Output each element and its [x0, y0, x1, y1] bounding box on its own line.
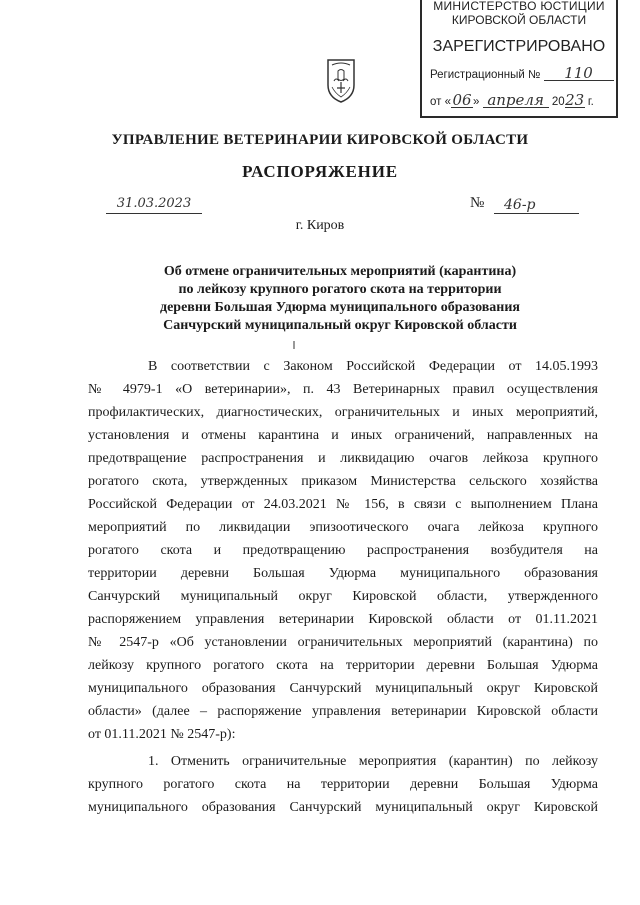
document-number-field [494, 196, 579, 214]
body-line: № 4979-1 «О ветеринарии», п. 43 Ветеринарных правил осуществления [88, 382, 598, 397]
body-line: Санчурский муниципальный округ Кировской области, утвержденного [88, 589, 598, 604]
body-line: № 2547-р «Об установлении ограничительных мероприятий (карантина) по [88, 635, 598, 650]
body-line: 1. Отменить ограничительные мероприятия (карантин) по лейкозу [148, 754, 598, 769]
document-city: г. Киров [295, 218, 345, 233]
document-number-label: № [470, 195, 485, 211]
body-line: муниципального образования Санчурский муниципальный округ Кировской [88, 681, 598, 696]
stamp-ministry-line2: КИРОВСКОЙ ОБЛАСТИ [451, 13, 587, 27]
stamp-reg-number-row [430, 66, 614, 81]
body-line: предотвращение распространения и ликвидацию очагов лейкоза крупного [88, 451, 598, 466]
subject-line: по лейкозу крупного рогатого скота на территории [178, 282, 502, 297]
stamp-reg-number: 110 [544, 66, 614, 81]
body-line: мероприятий по ликвидации эпизоотического очага лейкоза крупного [88, 520, 598, 535]
subject-line: Об отмене ограничительных мероприятий (карантина) [163, 264, 517, 279]
registration-stamp [420, 0, 618, 118]
coat-of-arms-icon [326, 57, 356, 103]
document-type: РАСПОРЯЖЕНИЕ [242, 162, 398, 181]
subject-line: Санчурский муниципальный округ Кировской области [163, 318, 517, 333]
body-line: муниципального образования Санчурский муниципальный округ Кировской [88, 800, 598, 815]
body-line: области» (далее – распоряжение управления ветеринарии Кировской области [88, 704, 598, 719]
stamp-reg-number-label: Регистрационный № [430, 69, 541, 81]
stamp-ministry-line1: МИНИСТЕРСТВО ЮСТИЦИИ [433, 0, 605, 13]
body-line: территории деревни Большая Удюрма муниципального образования [88, 566, 598, 581]
body-line: рогатого скота и предотвращению распространения возбудителя на [88, 543, 598, 558]
stamp-date-year-prefix: 20 [551, 96, 565, 108]
stamp-date-end: г. [587, 96, 594, 108]
body-line: рогатого скота, утвержденных приказом Министерства сельского хозяйства [88, 474, 598, 489]
document-date-field [106, 196, 202, 214]
body-line: от 01.11.2021 № 2547-р): [88, 727, 236, 742]
scan-mark [293, 341, 295, 349]
stamp-date-mid: » [473, 96, 480, 108]
stamp-registered: ЗАРЕГИСТРИРОВАНО [432, 38, 606, 55]
stamp-date-row [430, 93, 594, 108]
body-line: установления и отмены карантина и иных ограничений, направленных на [88, 428, 598, 443]
document-date: 31.03.2023 [116, 196, 192, 211]
organization-title: УПРАВЛЕНИЕ ВЕТЕРИНАРИИ КИРОВСКОЙ ОБЛАСТИ [111, 132, 529, 148]
subject-line: деревни Большая Удюрма муниципального образования [159, 300, 520, 315]
body-line: В соответствии с Законом Российской Федерации от 14.05.1993 [148, 359, 598, 374]
document-subject [140, 263, 540, 335]
stamp-date-month: апреля [483, 93, 549, 108]
stamp-date-day: 06 [452, 91, 472, 109]
body-line: лейкозу крупного рогатого скота на территории деревни Большая Удюрма [88, 658, 598, 673]
stamp-date-year: 23 [565, 91, 585, 109]
document-number: 46-р [504, 197, 536, 213]
body-line: крупного рогатого скота на территории деревни Большая Удюрма [88, 777, 598, 792]
stamp-date-prefix: от « [430, 96, 452, 108]
body-line: профилактических, диагностических, ограничительных и иных мероприятий, [88, 405, 598, 420]
body-line: Российской Федерации от 24.03.2021 № 156, в связи с выполнением Плана [88, 497, 598, 512]
body-line: распоряжением управления ветеринарии Кировской области от 01.11.2021 [88, 612, 598, 627]
